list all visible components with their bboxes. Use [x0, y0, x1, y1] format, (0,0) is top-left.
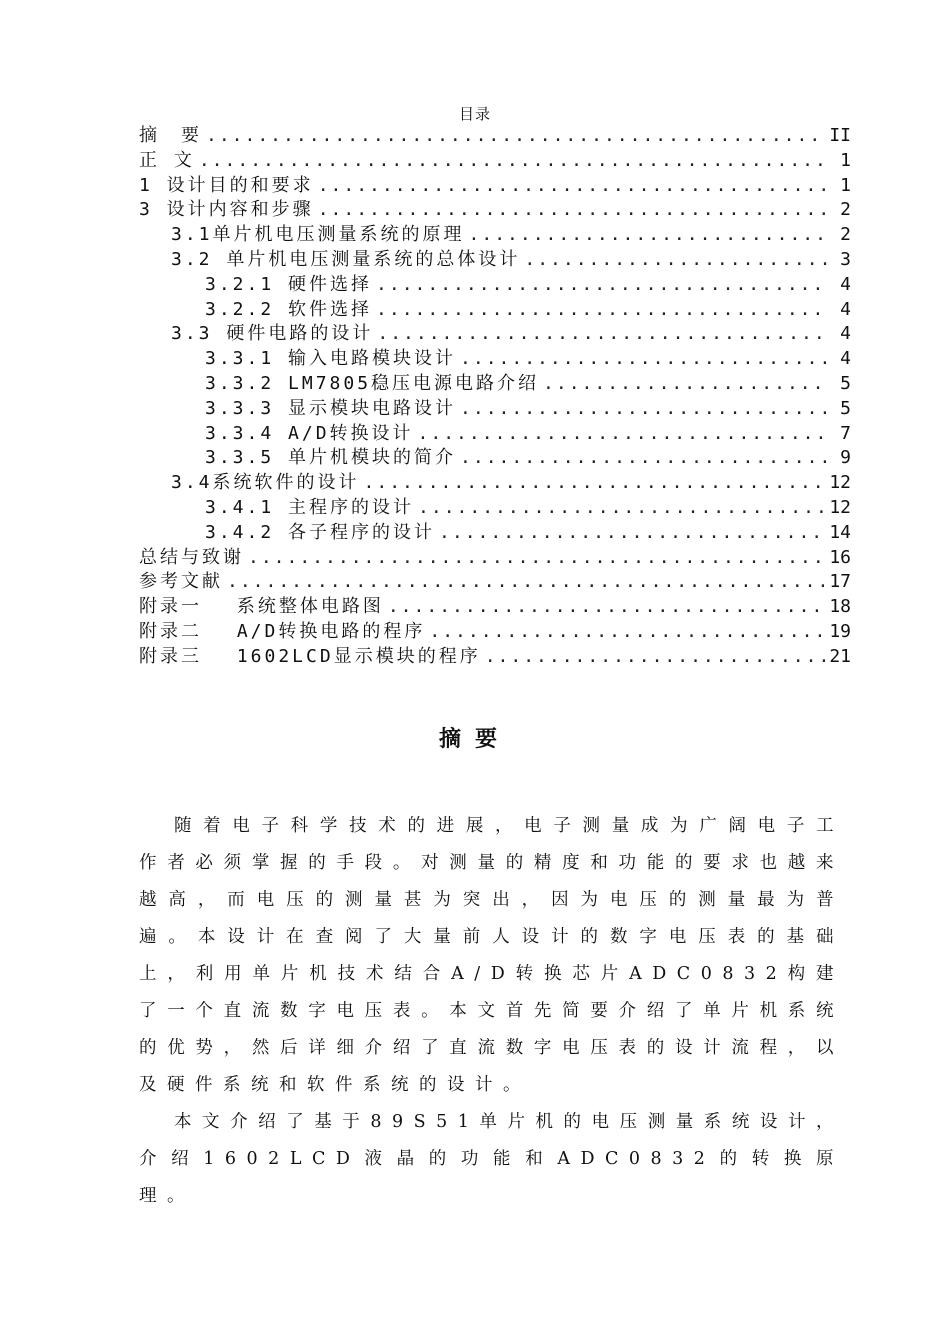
toc-leader-dots	[376, 273, 829, 298]
toc-leader-dots	[524, 248, 829, 273]
toc-entry[interactable]	[139, 570, 851, 595]
abstract-body	[139, 808, 844, 1215]
toc-entry[interactable]	[139, 372, 851, 397]
toc-entry[interactable]	[139, 397, 851, 422]
toc-entry-label: 3.4.1 主程序的设计	[205, 496, 415, 518]
toc-entry[interactable]	[139, 546, 851, 571]
toc-leader-dots	[439, 521, 825, 546]
toc-entry[interactable]	[139, 620, 851, 645]
toc-entry-label: 3.4系统软件的设计	[171, 472, 360, 494]
toc-entry-label: 正 文	[139, 149, 195, 171]
toc-entry-label: 3.1单片机电压测量系统的原理	[171, 224, 465, 246]
toc-entry[interactable]	[139, 174, 851, 199]
toc-entry-page: II	[829, 125, 851, 146]
toc-entry[interactable]	[139, 347, 851, 372]
toc-entry-page: 2	[840, 199, 851, 221]
toc-entry-page: 7	[840, 422, 851, 444]
toc-entry-label: 附录二 A/D转换电路的程序	[139, 620, 426, 642]
toc-entry-label: 3 设计内容和步骤	[139, 199, 314, 221]
toc-entry-page: 18	[829, 596, 851, 618]
toc-leader-dots	[388, 595, 825, 620]
toc-leader-dots	[199, 149, 829, 174]
toc-entry[interactable]	[139, 124, 851, 149]
toc-entry-label: 1 设计目的和要求	[139, 174, 314, 196]
toc-leader-dots	[318, 198, 829, 223]
toc-entry-label: 总结与致谢	[139, 546, 244, 568]
toc-entry-page: 5	[840, 372, 851, 394]
toc-leader-dots	[485, 645, 826, 670]
toc-entry-page: 21	[829, 645, 851, 667]
table-of-contents	[139, 124, 851, 670]
toc-entry-page: 14	[829, 521, 851, 543]
abstract-heading: 摘要	[438, 727, 511, 752]
toc-leader-dots	[364, 471, 826, 496]
toc-entry-label: 3.3.1 输入电路模块设计	[205, 348, 457, 370]
toc-entry-label: 3.3.3 显示模块电路设计	[205, 397, 457, 419]
toc-entry[interactable]	[139, 248, 851, 273]
toc-entry-page: 5	[840, 397, 851, 419]
toc-entry-page: 17	[829, 571, 851, 593]
toc-entry[interactable]	[139, 273, 851, 298]
toc-entry-label: 3.3.4 A/D转换设计	[205, 422, 414, 444]
toc-entry[interactable]	[139, 298, 851, 323]
toc-title: 目录	[458, 105, 491, 123]
toc-leader-dots	[469, 223, 829, 248]
toc-entry-page: 9	[840, 447, 851, 469]
toc-entry[interactable]	[139, 645, 851, 670]
toc-leader-dots	[377, 322, 829, 347]
toc-entry-label: 3.2.2 软件选择	[205, 298, 373, 320]
toc-leader-dots	[318, 174, 829, 199]
toc-entry-label: 附录三 1602LCD显示模块的程序	[139, 645, 481, 667]
toc-entry[interactable]	[139, 322, 851, 347]
toc-leader-dots	[460, 446, 829, 471]
toc-entry-label: 3.3.5 单片机模块的简介	[205, 447, 457, 469]
toc-entry-page: 2	[840, 224, 851, 246]
toc-leader-dots	[460, 397, 829, 422]
toc-entry-label: 摘 要	[139, 125, 202, 146]
toc-entry-label: 3.4.2 各子程序的设计	[205, 521, 436, 543]
toc-leader-dots	[227, 570, 825, 595]
toc-entry[interactable]	[139, 446, 851, 471]
toc-entry[interactable]	[139, 422, 851, 447]
toc-entry-label: 参考文献	[139, 571, 223, 593]
toc-entry-page: 4	[840, 273, 851, 295]
toc-entry-page: 3	[840, 248, 851, 270]
abstract-paragraph-1: 随着电子科学技术的进展，电子测量成为广阔电子工作者必须掌握的手段。对测量的精度和功能的要求也越来越高，而电压的测量甚为突出，因为电压的测量最为普遍。本设计在查阅了大量前人设计的数字电压表的基础上，利用单片机技术结合A/D转换芯片ADC0832构建了一个直流数字电压表。本文首先简要介绍了单片机系统的优势，然后详细介绍了直流数字电压表的设计流程，以及硬件系统和软件系统的设计。	[139, 816, 844, 1095]
toc-entry[interactable]	[139, 595, 851, 620]
toc-entry-page: 12	[829, 496, 851, 518]
toc-leader-dots	[248, 546, 825, 571]
toc-entry[interactable]	[139, 521, 851, 546]
toc-entry-label: 3.3 硬件电路的设计	[171, 323, 374, 345]
toc-leader-dots	[460, 347, 829, 372]
abstract-paragraph-2: 本文介绍了基于89S51单片机的电压测量系统设计，介绍1602LCD液晶的功能和ADC0832的转换原理。	[139, 1112, 844, 1206]
toc-leader-dots	[206, 124, 825, 149]
toc-entry[interactable]	[139, 496, 851, 521]
toc-leader-dots	[418, 496, 825, 521]
toc-entry-page: 4	[840, 323, 851, 345]
toc-leader-dots	[543, 372, 829, 397]
toc-entry-label: 3.3.2 LM7805稳压电源电路介绍	[205, 372, 540, 394]
toc-entry-page: 4	[840, 348, 851, 370]
toc-entry-page: 4	[840, 298, 851, 320]
toc-leader-dots	[376, 298, 829, 323]
toc-entry-label: 3.2.1 硬件选择	[205, 273, 373, 295]
toc-leader-dots	[418, 422, 829, 447]
toc-entry-page: 16	[829, 546, 851, 568]
toc-entry-page: 12	[829, 472, 851, 494]
toc-entry[interactable]	[139, 223, 851, 248]
toc-entry[interactable]	[139, 198, 851, 223]
toc-entry[interactable]	[139, 471, 851, 496]
toc-entry[interactable]	[139, 149, 851, 174]
toc-entry-page: 1	[840, 174, 851, 196]
toc-entry-label: 附录一 系统整体电路图	[139, 596, 384, 618]
toc-entry-page: 1	[840, 149, 851, 171]
toc-leader-dots	[429, 620, 825, 645]
toc-entry-label: 3.2 单片机电压测量系统的总体设计	[171, 248, 521, 270]
toc-entry-page: 19	[829, 620, 851, 642]
